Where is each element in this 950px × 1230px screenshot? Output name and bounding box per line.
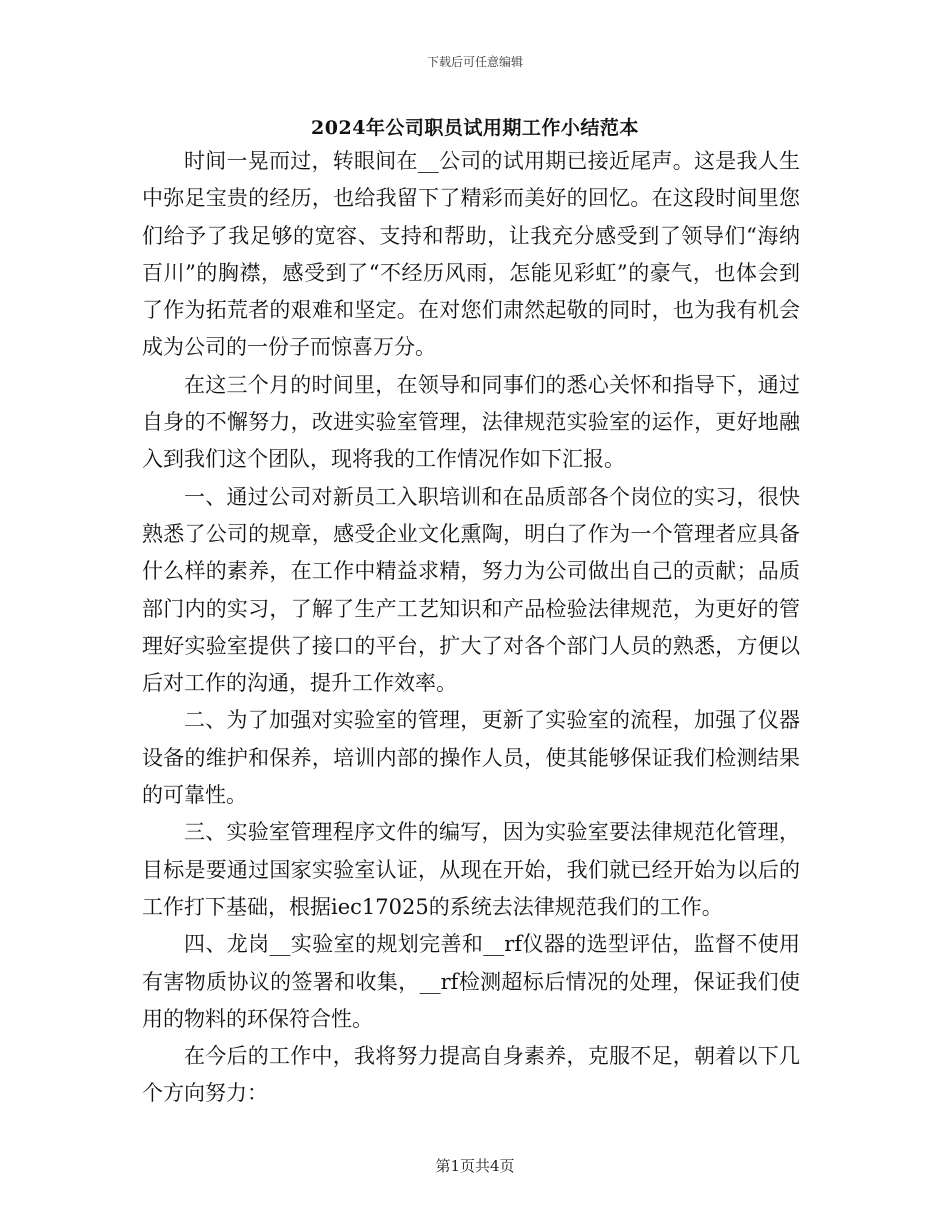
paragraph-outlook: 在今后的工作中，我将努力提高自身素养，克服不足，朝着以下几个方向努力： (142, 1044, 800, 1106)
page-header-note: 下载后可任意编辑 (426, 55, 523, 69)
paragraph-summary: 在这三个月的时间里，在领导和同事们的悉心关怀和指导下，通过自身的不懈努力，改进实验室管理，法律规范实验室的运作，更好地融入到我们这个团队，现将我的工作情况作如下汇报。 (142, 372, 800, 472)
paragraph-item-2: 二、为了加强对实验室的管理，更新了实验室的流程，加强了仪器设备的维护和保养，培训内部的操作人员，使其能够保证我们检测结果的可靠性。 (142, 708, 800, 808)
paragraph-item-1: 一、通过公司对新员工入职培训和在品质部各个岗位的实习，很快熟悉了公司的规章，感受企业文化熏陶，明白了作为一个管理者应具备什么样的素养，在工作中精益求精，努力为公司做出自己的贡献；品质部门内的实习，了解了生产工艺知识和产品检验法律规范，为更好的管理好实验室提供了接口的平台，扩大了对各个部门人员的熟悉，方便以后对工作的沟通，提升工作效率。 (142, 484, 800, 696)
paragraph-intro: 时间一晃而过，转眼间在__公司的试用期已接近尾声。这是我人生中弥足宝贵的经历，也给我留下了精彩而美好的回忆。在这段时间里您们给予了我足够的宽容、支持和帮助，让我充分感受到了领导们“海纳百川”的胸襟，感受到了“不经历风雨，怎能见彩虹”的豪气，也体会到了作为拓荒者的艰难和坚定。在对您们肃然起敬的同时，也为我有机会成为公司的一份子而惊喜万分。 (142, 149, 800, 360)
paragraph-item-4: 四、龙岗__实验室的规划完善和__rf仪器的选型评估，监督不使用有害物质协议的签署和收集，__rf检测超标后情况的处理，保证我们使用的物料的环保符合性。 (142, 932, 800, 1031)
paragraph-item-3: 三、实验室管理程序文件的编写，因为实验室要法律规范化管理，目标是要通过国家实验室认证，从现在开始，我们就已经开始为以后的工作打下基础，根据iec17025的系统去法律规范我们的工作。 (142, 820, 800, 919)
page-indicator: 第1页共4页 (435, 1157, 515, 1175)
document-title: 2024年公司职员试用期工作小结范本 (311, 117, 639, 139)
document-body (142, 143, 800, 1113)
